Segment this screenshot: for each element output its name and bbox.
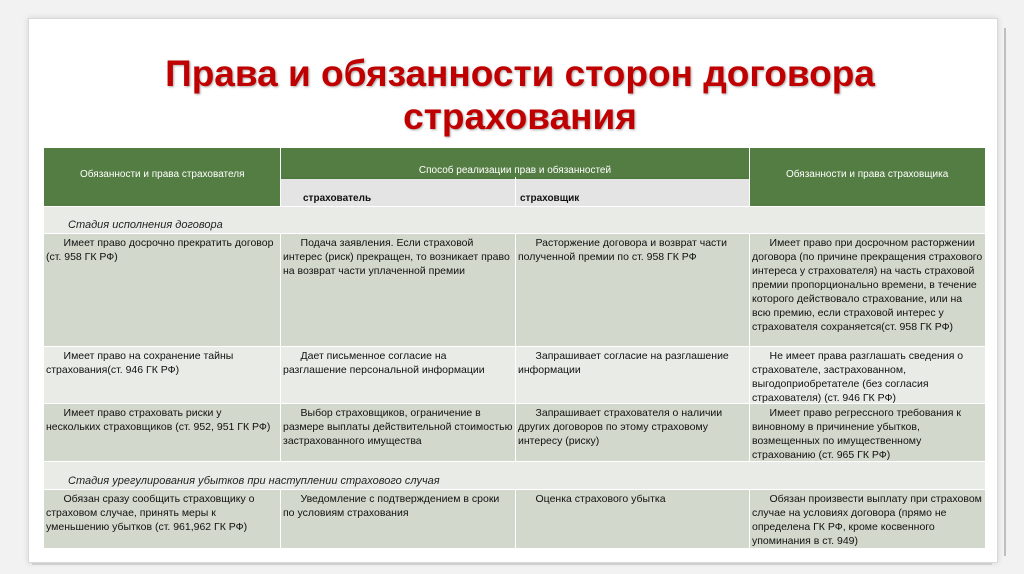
subheader-policyholder-label: страхователь [303,193,372,204]
cell-text: Обязан сразу сообщить страховщику о страховом случае, принять меры к уменьшению убытков (ст. 961,962 ГК РФ) [46,493,258,533]
cell-text: Имеет право при досрочном расторжении договора (по причине прекращения страхового интереса у страхователя) на часть страховой премии пропорционально времени, в течение которого действовало страхование, или на всю премию, если страховой интерес у страхователя сохраняется(ст. 958 ГК РФ) [752,237,986,333]
table-row-1-col-1 [44,234,280,346]
header-implementation [281,148,749,177]
header-insurer-rights-label: Обязанности и права страховщика [786,169,949,180]
cell-text: Выбор страховщиков, ограничение в размере выплаты действительной стоимостью застрахованного имущества [283,407,516,447]
slide-frame-right [1004,28,1006,556]
header-insured-rights [44,148,280,206]
cell-text: Имеет право регрессного требования к виновному в причинение убытков, возмещенных по имущественному страхованию (ст. 965 ГК РФ) [752,407,964,461]
cell-text: Не имеет права разглашать сведения о страхователе, застрахованном, выгодоприобретателе (без согласия страхователя) (ст. 946 ГК РФ) [752,350,967,404]
stage-claims [44,462,985,489]
table-row-3-col-2 [281,404,515,461]
table-row-4-col-1 [44,490,280,548]
table-row-2-col-4 [750,347,985,403]
subheader-insurer [516,177,749,206]
table-row-2-col-2 [281,347,515,403]
cell-text: Запрашивает согласие на разглашение информации [518,350,732,376]
slide-title: Права и обязанности сторон договора страхования [165,53,875,137]
header-implementation-label: Способ реализации прав и обязанностей [418,165,612,176]
table-row-1-col-2 [281,234,515,346]
header-insurer-rights [750,148,985,206]
cell-text: Запрашивает страхователя о наличии других договоров по этому страховому интересу (риску) [518,407,726,447]
subheader-policyholder [281,177,515,206]
cell-text: Подача заявления. Если страховой интерес (риск) прекращен, то возникает право на возврат части уплаченной премии [283,237,513,277]
cell-text: Обязан произвести выплату при страховом случае на условиях договора (прямо не определена ГК РФ, кроме косвенного упоминания в ст. 949) [752,493,985,547]
cell-text: Дает письменное согласие на разглашение персональной информации [283,350,485,376]
table-row-4-col-2 [281,490,515,548]
table-row-3-col-4 [750,404,985,461]
table-row-3-col-3 [516,404,749,461]
cell-text: Имеет право страховать риски у нескольких страховщиков (ст. 952, 951 ГК РФ) [46,407,271,433]
rights-obligations-table [44,148,985,548]
stage-claims-label: Стадия урегулирования убытков при наступлении страхового случая [68,475,440,487]
table-row-3-col-1 [44,404,280,461]
table-row-1-col-4 [750,234,985,346]
cell-text: Уведомление с подтверждением в сроки по условиям страхования [283,493,503,519]
cell-text: Имеет право на сохранение тайны страхования(ст. 946 ГК РФ) [46,350,237,376]
table-row-4-col-3 [516,490,749,548]
header-insured-rights-label: Обязанности и права страхователя [80,169,245,180]
cell-text: Оценка страхового убытка [518,493,666,505]
table-row-1-col-3 [516,234,749,346]
table-row-2-col-3 [516,347,749,403]
table-row-4-col-4 [750,490,985,548]
cell-text: Имеет право досрочно прекратить договор (ст. 958 ГК РФ) [46,237,277,263]
table-row-2-col-1 [44,347,280,403]
subheader-insurer-label: страховщик [520,193,580,204]
stage-execution-label: Стадия исполнения договора [68,219,223,231]
slide-frame-bottom [32,563,992,565]
stage-execution [44,207,985,233]
cell-text: Расторжение договора и возврат части полученной премии по ст. 958 ГК РФ [518,237,730,263]
